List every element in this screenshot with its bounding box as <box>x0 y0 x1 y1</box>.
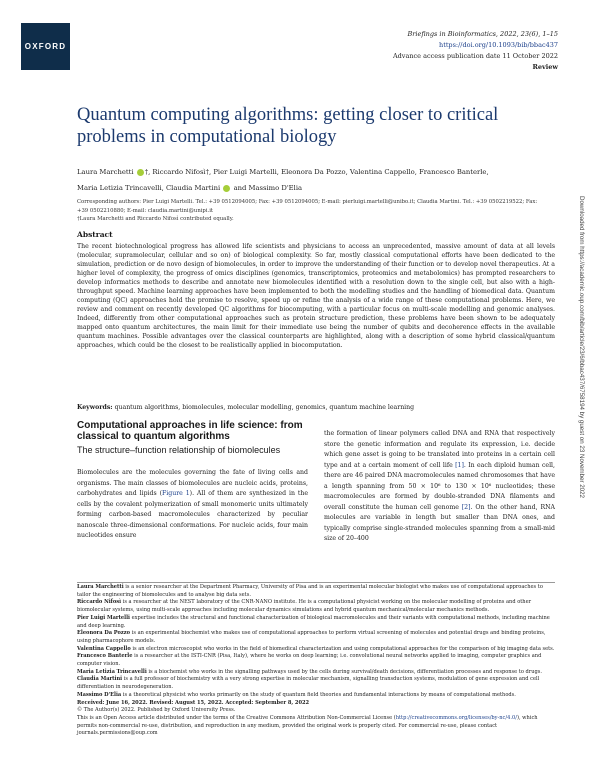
paragraph-text: Biomolecules are the molecules governing the fate of living cells and organisms. The main classes of biomolecules are nucleic acids, proteins, carbohydrates and lipids ( <box>77 469 308 497</box>
abstract-heading: Abstract <box>77 230 113 239</box>
section-heading: Computational approaches in life science: from classical to quantum algorithms <box>77 420 303 442</box>
bio-item <box>77 669 555 677</box>
reference-link[interactable]: [1] <box>455 461 464 469</box>
bio-item <box>77 676 555 691</box>
figure-link[interactable]: Figure 1 <box>161 490 190 497</box>
paragraph-text: . In each diploid human cell, there are 46 paired DNA macromolecules named chromosomes that have a length spanning from 50 × 10⁶ to 130 × 10⁶ nucleotides; these macromolecules are formed by double-stranded DNA filaments and overall constitute the human cell genome <box>324 461 555 511</box>
bio-name: Claudia Martini <box>77 676 123 683</box>
bio-item <box>77 630 555 645</box>
bio-item <box>77 692 555 700</box>
footnote-divider <box>77 582 555 583</box>
bio-item <box>77 584 555 599</box>
equal-contribution-note: †Laura Marchetti and Riccardo Nifosì contributed equally. <box>77 216 234 222</box>
bio-name: Laura Marchetti <box>77 584 124 590</box>
bio-name: Valentina Cappello <box>77 645 131 652</box>
advance-access-date: Advance access publication date 11 October 2022 <box>392 52 558 60</box>
orcid-icon[interactable] <box>223 185 230 192</box>
article-title: Quantum computing algorithms: getting closer to critical problems in computational biology <box>77 105 499 147</box>
body-column-left <box>77 468 308 542</box>
correspondence-block <box>77 198 547 224</box>
oxford-logo[interactable] <box>21 23 70 70</box>
license-part: ), which permits non-commercial re-use, distribution, and reproduction in any medium, provided the original work is properly cited. For commercial re-use, please contact journals.permissions@oup.com <box>77 714 538 737</box>
keywords-text: quantum algorithms, biomolecules, molecular modelling, genomics, quantum machine learning <box>114 404 415 411</box>
bio-name: Eleonora Da Pozzo <box>77 630 131 637</box>
bio-text: is a theoretical physicist who works primarily on the study of quantum field theories and fundamental interactions by means of computational methods. <box>121 691 516 698</box>
body-column-right <box>324 429 555 545</box>
license-text <box>77 715 555 738</box>
bio-text: is a researcher at the NEST laboratory of the CNR-NANO institute. He is a computational physicist working on the molecular modelling of proteins and other biomolecular systems, using multi-scale approaches including molecular dynamics simulations and hybrid quantum mechanical/molecular mechanics methods. <box>77 599 532 614</box>
copyright: © The Author(s) 2022. Published by Oxford University Press. <box>77 707 236 714</box>
logo-text: OXFORD <box>24 42 67 51</box>
journal-citation: Briefings in Bioinformatics, 2022, 23(6), 1–15 <box>407 30 558 38</box>
author-bios <box>77 584 555 738</box>
keywords-label: Keywords: <box>77 404 113 411</box>
download-sidebar <box>578 196 588 596</box>
bio-text: is a senior researcher at the Department Pharmacy, University of Pisa and is an experimental molecular biologist who makes use of computational approaches to tailor the engineering of biomolecules and to analyse big data sets. <box>77 584 543 598</box>
subsection-heading: The structure–function relationship of biomolecules <box>77 445 281 455</box>
bio-name: Pier Luigi Martelli <box>77 614 130 621</box>
author-names: †, Riccardo Nifosì†, Pier Luigi Martelli, Eleonora Da Pozzo, Valentina Cappello, Francesco Banterle, <box>144 168 489 176</box>
doi-link[interactable]: https://doi.org/10.1093/bib/bbac437 <box>439 41 558 49</box>
license-part: This is an Open Access article distributed under the terms of the Creative Commons Attribution Non-Commercial License ( <box>77 714 396 721</box>
received-text: Received: June 16, 2022. Revised: August 15, 2022. Accepted: September 8, 2022 <box>77 699 310 706</box>
paragraph-text: . On the other hand, RNA molecules are variable in length but smaller than DNA ones, and typically comprise single-stranded molecules spanning from a small-mid size of 20–400 <box>324 503 555 542</box>
bio-text: is an experimental biochemist who makes use of computational approaches to perform virtual screening of molecules and potential drugs and binding proteins, using pharmacophore models. <box>77 630 546 644</box>
reference-link[interactable]: [2] <box>461 503 471 511</box>
bio-text: is a full professor of biochemistry with a very strong expertise in molecular mechanism, signalling transduction systems, modulation of gene expression and cell differentiation in neurodegeneration. <box>77 676 540 691</box>
bio-name: Massimo D'Elia <box>77 691 122 698</box>
bio-text: is a biochemist who works in the signalling pathways used by the cells during survival/death decisions, differentiation processes and response to drugs. <box>146 668 542 675</box>
bio-text: expertise includes the structural and functional characterization of biological macromolecules and their variants with computational methods, including machine and deep learning. <box>77 614 550 629</box>
author-name[interactable]: Laura Marchetti <box>77 168 134 176</box>
download-notice: Downloaded from https://academic.oup.com/bib/article/23/6/bbac437/6758194 by guest on 23 November 2022 <box>578 196 585 499</box>
author-names: and Massimo D'Elia <box>233 184 303 192</box>
journal-info <box>298 29 558 73</box>
bio-name: Maria Letizia Trincavelli <box>77 668 147 675</box>
abstract-text: The recent biotechnological progress has allowed life scientists and physicians to access an unprecedented, massive amount of data at all levels (molecular, supramolecular, cellular and so on) of biological complexity. So far, mostly classical computational efforts have been dedicated to the simulation, prediction or de novo design of biomolecules, in order to improve the understanding of their function or to develop novel therapeutics. At a higher level of complexity, the progress of omics disciplines (genomics, transcriptomics, proteomics and metabolomics) has prompted researchers to develop informatics methods to describe and annotate new biomolecules identified with a resolution down to the single cell, but also with a high-throughput speed. Machine learning approaches have been implemented to both the modelling studies and the handling of biomedical data. Quantum computing (QC) approaches hold the promise to resolve, speed up or refine the analysis of a wide range of these computational problems. Here, we review and comment on recently developed QC algorithms for biocomputing, with a particular focus on multi-scale modelling and genomic analyses. Indeed, differently from other computational approaches such as protein structure prediction, these problems have been shown to be adequately mapped onto quantum architectures, the main limit for their immediate use being the number of qubits and decoherence effects in the available quantum machines. Possible advantages over the classical counterparts are highlighted, along with a description of some hybrid classical/quantum approaches, which could be the closest to be realistically applied in biocomputation. <box>77 243 555 349</box>
bio-item <box>77 653 555 668</box>
correspondence-text: Corresponding authors: Pier Luigi Martelli. Tel.: +39 0512094005; Fax: +39 0512094005; E-mail: pierluigi.martelli@unibo.it; Claudia Martini. Tel.: +39 0502219522; Fax: +39 0502210880; E-mail: claudia.martini@unipi.it <box>77 199 538 214</box>
bio-text: is a researcher at the ISTI-CNR (Pisa, Italy), where he works on deep learning; i.e. convolutional neural networks applied to imaging, computer graphics and computer vision. <box>77 653 542 668</box>
author-list <box>77 164 555 196</box>
bio-item <box>77 615 555 630</box>
bio-name: Francesco Banterle <box>77 653 133 660</box>
bio-item <box>77 599 555 614</box>
paragraph-text: ). All of them are synthesized in the cells by the covalent polymerization of small monomeric units ultimately forming carbon-based macromolecules characterized by peculiar nanoscale three-dimensional conformations. For nucleic acids, four main nucleotides ensure <box>77 490 308 539</box>
bio-text: is an electron microscopist who works in the field of biomedical characterization and using computational approaches for the comparison of big imaging data sets. <box>130 645 555 652</box>
article-type: Review <box>532 63 558 71</box>
author-names: Maria Letizia Trincavelli, Claudia Martini <box>77 184 221 192</box>
keywords <box>77 404 555 411</box>
orcid-icon[interactable] <box>137 169 144 176</box>
license-link[interactable]: http://creativecommons.org/licenses/by-nc/4.0/ <box>395 714 517 721</box>
bio-name: Riccardo Nifosì <box>77 599 122 606</box>
paragraph-text: the formation of linear polymers called DNA and RNA that respectively store the genetic information and regulate its expression, i.e. decide which gene asset is going to be translated into proteins in a certain cell type and at a certain moment of cell life <box>324 430 555 469</box>
